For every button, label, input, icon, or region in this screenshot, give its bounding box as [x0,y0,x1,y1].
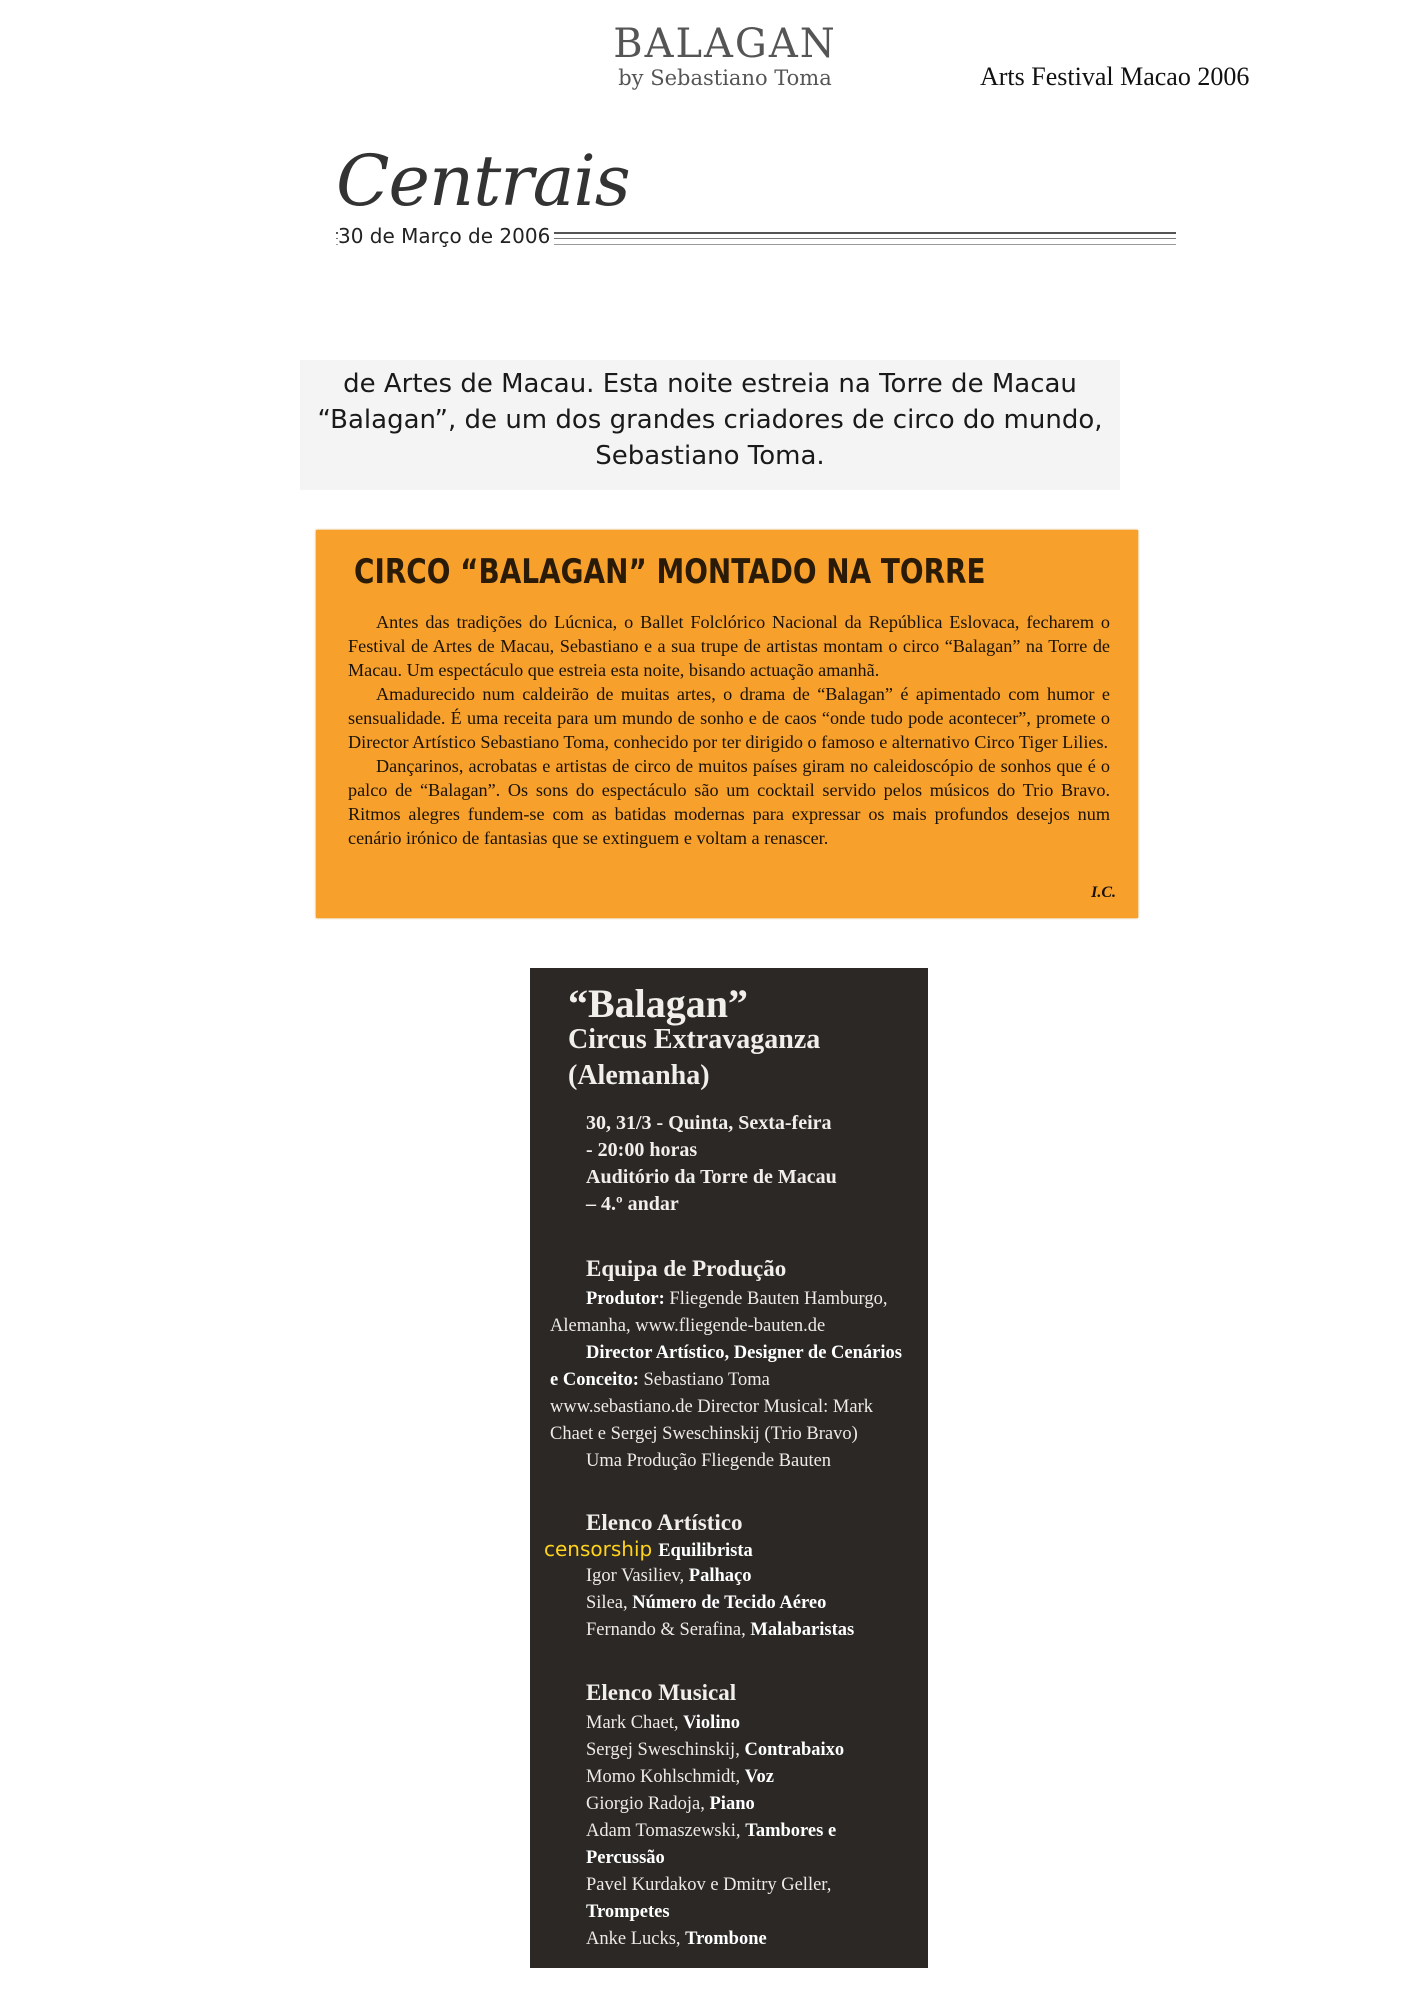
musician-instrument: Contrabaixo [744,1740,845,1760]
newspaper-masthead: Centrais [336,140,630,222]
musician-name: Pavel Kurdakov e Dmitry Geller, [586,1875,832,1895]
listing-dates: 30, 31/3 - Quinta, Sexta-feira [586,1112,832,1134]
musician-name: Momo Kohlschmidt, [586,1767,745,1787]
producer-label: Produtor: [586,1289,665,1309]
article-body [348,610,1110,850]
director-label: Director Artístico, Designer de Cenários e Conceito: [550,1343,902,1390]
producer-entry [550,1286,910,1340]
musician-row [586,1926,767,1953]
brand-byline: by Sebastiano Toma [618,66,832,90]
musician-row [586,1791,755,1818]
brand-title: BALAGAN [613,21,837,67]
musician-name: Sergej Sweschinskij, [586,1740,745,1760]
musician-instrument: Violino [683,1713,740,1733]
artist-name: Fernando & Serafina, [586,1620,751,1640]
production-note: Uma Produção Fliegende Bauten [586,1451,832,1471]
festival-label: Arts Festival Macao 2006 [980,62,1250,91]
musician-instrument: Tambores e Percussão [586,1821,837,1868]
listing-title: “Balagan” [568,981,749,1026]
artist-role: Malabaristas [750,1620,855,1640]
article-paragraph: Dançarinos, acrobatas e artistas de circo de muitos países giram no caleidoscópio de sonhos que é o palco de “Balagan”. Os sons do espectáculo são um cocktail servido pelos músicos do Trio Bravo. Ritmos alegres fundem-se com as batidas modernas para expressar os mais profundos desejos num cenário irónico de fantasias que se extinguem e voltam a renascer. [348,756,1110,848]
artist-name: Silea, [586,1593,633,1613]
lead-line: “Balagan”, de um dos grandes criadores de circo do mundo, [317,405,1103,435]
production-heading: Equipa de Produção [586,1256,787,1281]
listing-venue: Auditório da Torre de Macau [586,1166,837,1188]
censorship-label: censorship [544,1537,653,1561]
lead-line: de Artes de Macau. Esta noite estreia na Torre de Macau [343,369,1077,399]
lead-clipping [300,360,1120,490]
director-text: Sebastiano Toma www.sebastiano.de Director Musical: Mark Chaet e Sergej Sweschinskij (Trio Bravo) [550,1370,873,1444]
artist-row [586,1590,826,1617]
musician-row [586,1764,774,1791]
musician-name: Adam Tomaszewski, [586,1821,746,1841]
listing-country: (Alemanha) [568,1060,710,1091]
artist-role: Número de Tecido Aéreo [632,1593,827,1613]
musician-instrument: Trompetes [586,1902,670,1922]
listing-subtitle: Circus Extravaganza [568,1024,821,1055]
musician-row [586,1737,844,1764]
event-listing [530,968,928,1968]
issue-date: 30 de Março de 2006 [338,224,554,248]
musician-row [586,1710,740,1737]
artist-role: Equilibrista [658,1541,753,1561]
producer-text: Fliegende Bauten Hamburgo, Alemanha, www.fliegende-bauten.de [550,1289,888,1336]
artistic-heading: Elenco Artístico [586,1510,743,1535]
musician-instrument: Voz [744,1767,774,1787]
article-signature: I.C. [1091,884,1116,901]
director-entry [550,1340,910,1448]
musician-name: Giorgio Radoja, [586,1794,710,1814]
musician-name: Mark Chaet, [586,1713,684,1733]
article-box [316,530,1138,918]
musician-name: Anke Lucks, [586,1929,686,1949]
artist-row [586,1563,751,1590]
artist-name: Igor Vasiliev, [586,1566,689,1586]
lead-line: Sebastiano Toma. [595,441,825,471]
article-paragraph: Antes das tradições do Lúcnica, o Ballet Folclórico Nacional da República Eslovaca, fecharem o Festival de Artes de Macau, Sebastiano e a sua trupe de artistas montam o circo “Balagan” na Torre de Macau. Um espectáculo que estreia esta noite, bisando actuação amanhã. [348,612,1110,680]
listing-floor: – 4.º andar [586,1193,679,1215]
musician-row [586,1818,886,1872]
artist-row [544,1536,753,1565]
musician-row [586,1872,886,1926]
article-paragraph: Amadurecido num caldeirão de muitas artes, o drama de “Balagan” é apimentado com humor e sensualidade. É uma receita para um mundo de sonho e de caos “onde tudo pode acontecer”, promete o Director Artístico Sebastiano Toma, conhecido por ter dirigido o famoso e alternativo Circo Tiger Lilies. [348,684,1110,752]
musician-instrument: Piano [709,1794,755,1814]
listing-time: - 20:00 horas [586,1139,698,1161]
musical-heading: Elenco Musical [586,1680,737,1705]
artist-role: Palhaço [688,1566,752,1586]
musician-instrument: Trombone [685,1929,767,1949]
artist-row [586,1617,854,1644]
article-headline: CIRCO “BALAGAN” MONTADO NA TORRE [354,552,986,592]
